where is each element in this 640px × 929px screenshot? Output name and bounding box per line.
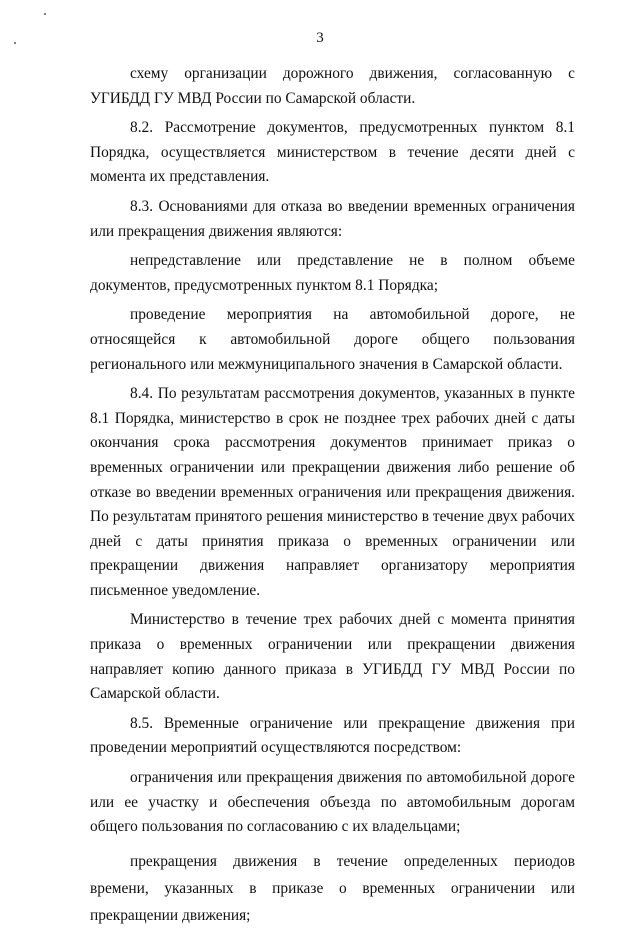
paragraph: 8.3. Основаниями для отказа во введении временных ограничения или прекращения движения являются: <box>90 197 575 240</box>
paragraph: Министерство в течение трех рабочих дней с момента принятия приказа о временных ограничении или прекращении движения направляет копию данного приказа в УГИБДД ГУ МВД России по Самарской области. <box>90 611 575 703</box>
paragraph: ограничения или прекращения движения по автомобильной дороге или ее участку и обеспечения объезда по автомобильным дорогам общего пользования по согласованию с их владельцами; <box>90 769 575 836</box>
paragraph: прекращения движения в течение определенных периодов времени, указанных в приказе о временных ограничении или прекращении движения; <box>90 852 575 924</box>
paragraph: непредставление или представление не в полном объеме документов, предусмотренных пунктом 8.1 Порядка; <box>90 252 575 294</box>
paragraph: 8.4. По результатам рассмотрения документов, указанных в пункте 8.1 Порядка, министерство в срок не позднее трех рабочих дней с даты окончания срока рассмотрения документов принимает приказ о временных ограничении или прекращении движения либо решение об отказе во введении временных ограничения или прекращения движения. По результатам принятого решения министерство в течение двух рабочих дней с даты принятия приказа о временных ограничении или прекращении движения направляет организатору мероприятия письменное уведомление. <box>90 385 575 599</box>
document-body <box>90 62 575 929</box>
paragraph: 8.5. Временные ограничение или прекращение движения при проведении мероприятий осуществляются посредством: <box>90 714 575 757</box>
scan-speck <box>44 13 46 15</box>
paragraph: 8.2. Рассмотрение документов, предусмотренных пунктом 8.1 Порядка, осуществляется министерством в течение десяти дней с момента их представления. <box>90 119 575 186</box>
paragraph: проведение мероприятия на автомобильной дороге, не относящейся к автомобильной дороге общего пользования регионального или межмуниципального значения в Самарской области. <box>90 306 575 373</box>
page-number: 3 <box>316 30 324 46</box>
paragraph: схему организации дорожного движения, согласованную с УГИБДД ГУ МВД России по Самарской области. <box>90 65 575 107</box>
